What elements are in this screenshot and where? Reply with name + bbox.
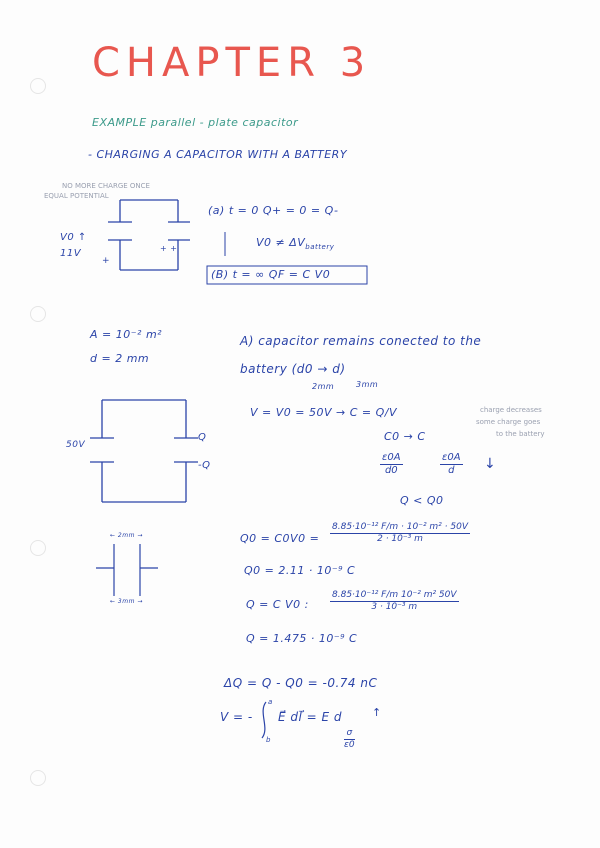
- fraction-c: [440, 452, 463, 477]
- q0-result: Q0 = 2.11 · 10⁻⁹ C: [244, 564, 356, 577]
- case-a-voltage-text: V0 ≠ ΔV: [256, 236, 306, 249]
- battery-subscript: battery: [305, 243, 335, 252]
- capacitance-change: C0 → C: [384, 430, 426, 443]
- fraction-c-denominator: d: [448, 465, 455, 476]
- voltage-integral-body: E⃗ dl⃗ = E d: [278, 710, 343, 724]
- q-denominator: 3 · 10⁻³ m: [371, 601, 418, 612]
- plate-plus-q-label: Q: [198, 432, 207, 443]
- plus-sign: +: [102, 256, 111, 266]
- integral-upper-limit: a: [268, 698, 273, 706]
- fraction-c-numerator: ε0A: [442, 452, 461, 463]
- fraction-c0: [380, 452, 403, 477]
- faint-note-right-2: some charge goes: [476, 418, 541, 426]
- q-fraction: [330, 590, 459, 613]
- small-cap-top-label: ← 2mm →: [110, 532, 143, 539]
- area-given: A = 10⁻² m²: [90, 328, 163, 341]
- statement-line-1: A) capacitor remains conected to the: [240, 334, 482, 348]
- faint-note-left-2: EQUAL POTENTIAL: [44, 192, 109, 200]
- q0-denominator: 2 · 10⁻³ m: [377, 533, 423, 544]
- case-a-voltage: [256, 236, 334, 251]
- small-cap-bottom-label: ← 3mm →: [110, 598, 143, 605]
- q0-lhs: Q0 = C0V0 =: [240, 532, 320, 545]
- case-b-line: (B) t = ∞ QF = C V0: [211, 268, 331, 281]
- faint-note-right-1: charge decreases: [480, 406, 542, 414]
- up-arrow: ↑: [372, 706, 382, 719]
- delta-q-equation: ΔQ = Q - Q0 = -0.74 nC: [224, 676, 378, 690]
- voltage-equation: V = V0 = 50V → C = Q/V: [250, 406, 397, 419]
- faint-note-right-3: to the battery: [496, 430, 545, 438]
- statement-line-2: battery (d0 → d): [240, 362, 346, 376]
- example-heading: EXAMPLE parallel - plate capacitor: [92, 116, 299, 129]
- q-result: Q = 1.475 · 10⁻⁹ C: [246, 632, 358, 645]
- charge-comparison: Q < Q0: [400, 494, 444, 507]
- fraction-c0-numerator: ε0A: [382, 452, 401, 463]
- epsilon-denominator: ε0: [344, 739, 355, 750]
- plate-minus-q-label: -Q: [198, 460, 211, 471]
- chapter-title: CHAPTER 3: [92, 40, 372, 86]
- sigma-over-epsilon: [344, 728, 355, 751]
- plate-charge-signs: + +: [160, 244, 178, 253]
- q0-numerator: 8.85·10⁻¹² F/m · 10⁻² m² · 50V: [332, 522, 468, 532]
- q-lhs: Q = C V0 :: [246, 598, 309, 611]
- d0-value: 2mm: [312, 382, 335, 391]
- fraction-c0-denominator: d0: [384, 465, 398, 476]
- q0-fraction: [330, 522, 470, 545]
- v0-label: V0 ↑: [60, 232, 87, 243]
- voltage-11v-label: 11V: [60, 248, 82, 259]
- sigma-numerator: σ: [344, 728, 355, 740]
- d-value: 3mm: [356, 380, 379, 389]
- faint-note-left-1: NO MORE CHARGE ONCE: [62, 182, 150, 190]
- section-heading: - CHARGING A CAPACITOR WITH A BATTERY: [88, 148, 348, 161]
- decrease-arrow: ↓: [484, 456, 497, 472]
- case-a-line: (a) t = 0 Q+ = 0 = Q-: [208, 204, 339, 217]
- q-numerator: 8.85·10⁻¹² F/m 10⁻² m² 50V: [332, 590, 457, 600]
- voltage-50v-label: 50V: [66, 440, 86, 450]
- distance-given: d = 2 mm: [90, 352, 150, 365]
- voltage-integral-lhs: V = -: [220, 710, 253, 724]
- integral-lower-limit: b: [266, 736, 271, 744]
